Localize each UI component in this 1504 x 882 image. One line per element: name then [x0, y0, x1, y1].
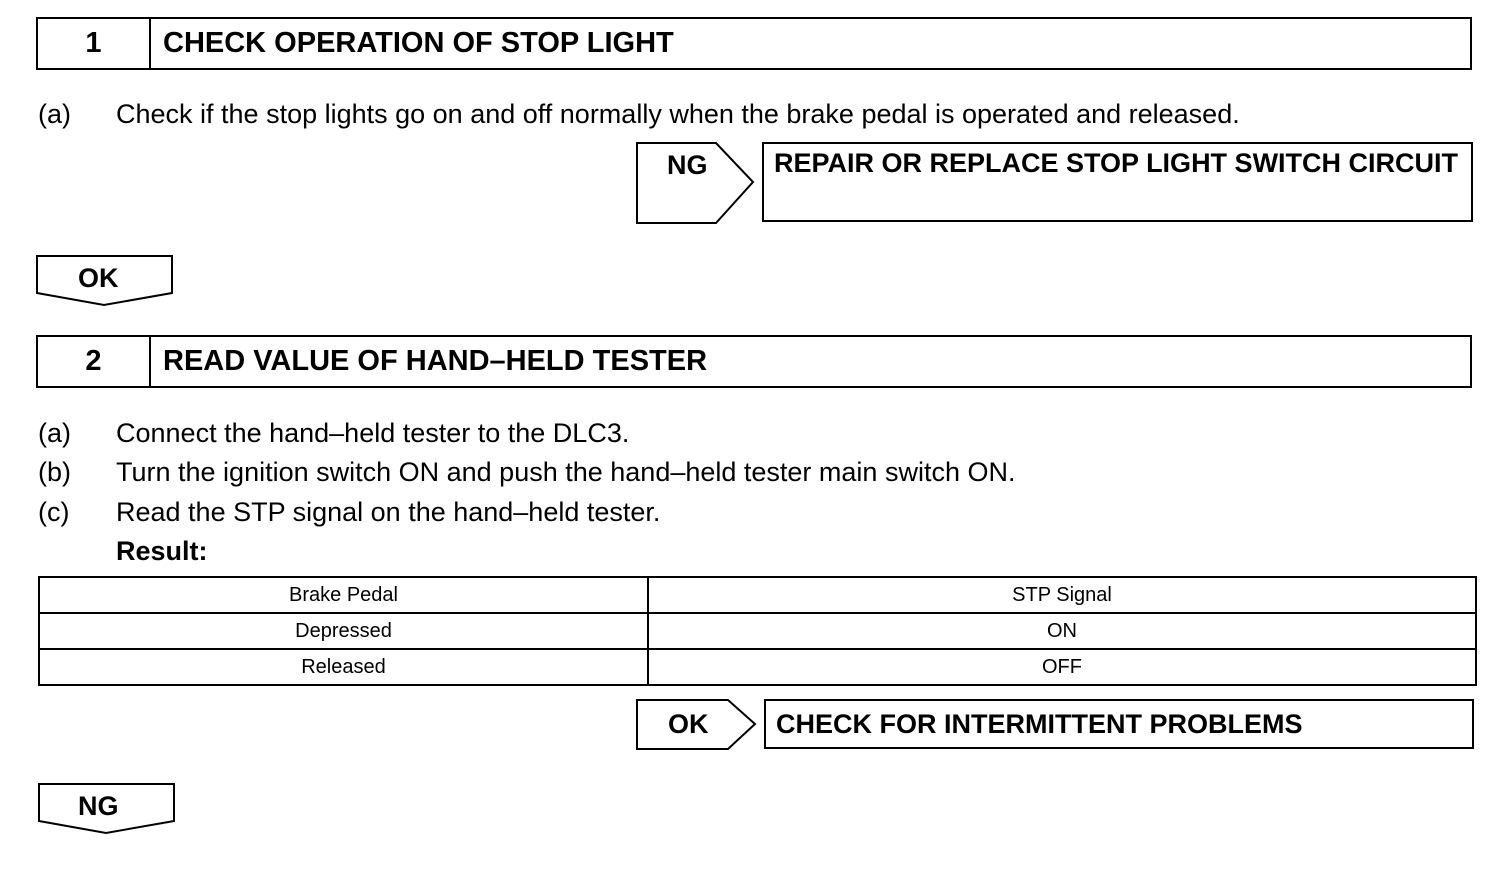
table-header-cell: Brake Pedal	[39, 577, 648, 613]
table-row	[39, 613, 1476, 649]
instruction-label: (c)	[38, 497, 70, 527]
step-1-header	[36, 17, 1472, 70]
step-1-instruction-a	[38, 98, 1478, 130]
instruction-text: Check if the stop lights go on and off normally when the brake pedal is operated and released.	[116, 99, 1240, 129]
table-header-row	[39, 577, 1476, 613]
instruction-label: (a)	[38, 418, 71, 448]
instruction-label: (a)	[38, 99, 71, 129]
table-row	[39, 649, 1476, 685]
step-1-number: 1	[38, 19, 151, 68]
step-2-ok-badge: OK	[668, 709, 709, 739]
step-2-instruction-c	[38, 496, 1478, 528]
table-cell: OFF	[648, 649, 1476, 685]
step-2-instruction-a	[38, 417, 1478, 449]
step-2-title: READ VALUE OF HAND–HELD TESTER	[163, 345, 708, 377]
step-2-instruction-b	[38, 456, 1478, 488]
instruction-text: Connect the hand–held tester to the DLC3.	[116, 418, 630, 448]
result-table	[38, 576, 1477, 686]
step-1-title: CHECK OPERATION OF STOP LIGHT	[163, 27, 674, 59]
instruction-label: (b)	[38, 457, 71, 487]
instruction-text: Turn the ignition switch ON and push the hand–held tester main switch ON.	[116, 457, 1016, 487]
table-cell: ON	[648, 613, 1476, 649]
step-2-ok-action: CHECK FOR INTERMITTENT PROBLEMS	[764, 699, 1474, 749]
step-1-ng-badge: NG	[667, 150, 708, 180]
table-header-cell: STP Signal	[648, 577, 1476, 613]
step-1-ok-badge: OK	[78, 263, 119, 293]
table-cell: Depressed	[39, 613, 648, 649]
step-2-ng-badge: NG	[78, 791, 119, 821]
instruction-text: Read the STP signal on the hand–held tester.	[116, 497, 661, 527]
step-2-header	[36, 335, 1472, 388]
step-1-ng-action: REPAIR OR REPLACE STOP LIGHT SWITCH CIRCUIT	[762, 142, 1473, 222]
table-cell: Released	[39, 649, 648, 685]
result-label: Result:	[116, 536, 208, 566]
step-2-number: 2	[38, 337, 151, 386]
